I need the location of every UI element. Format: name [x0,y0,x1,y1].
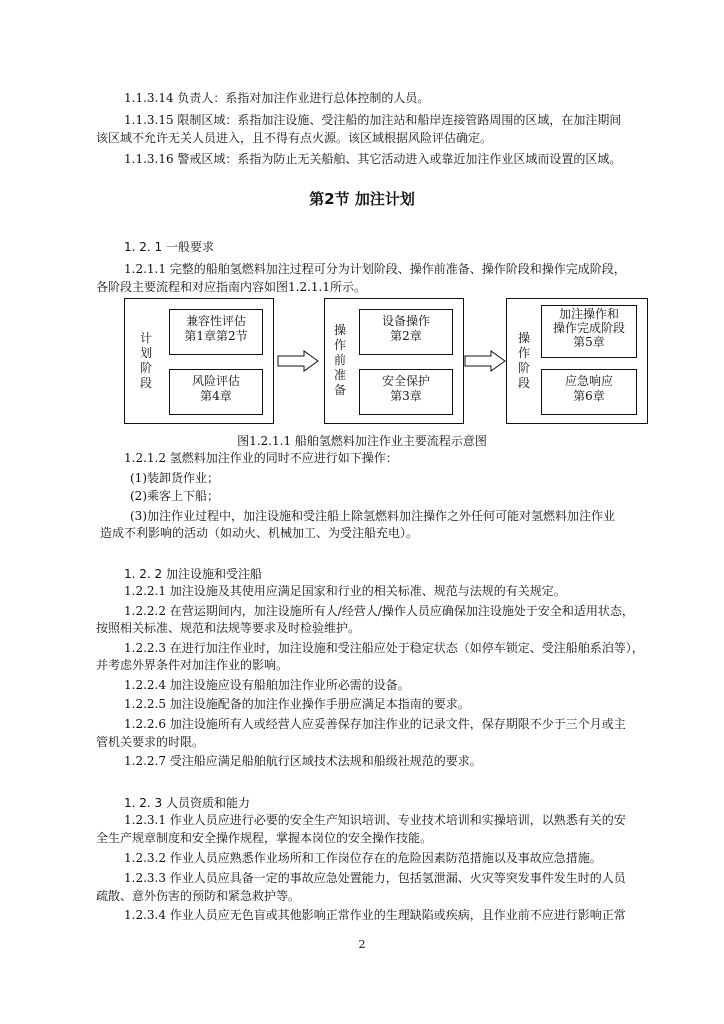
stage-planning [124,298,274,424]
stage-planning-label: 计 划 阶 段 [139,331,152,390]
clause-1-2-3-4: 1.2.3.4 作业人员应无色盲或其他影响正常作业的生理缺陷或疾病，且作业前不应进行影响正常 [124,908,626,922]
section-title: 第2节 加注计划 [309,190,415,208]
heading-1-2-1: 1. 2. 1 一般要求 [124,240,214,254]
heading-1-2-2: 1. 2. 2 加注设施和受注船 [124,567,262,581]
clause-1-2-2-6-cont: 管机关要求的时限。 [96,735,205,749]
stage-preparation [324,298,464,424]
clause-1-2-2-2-cont: 按照相关标准、规范和法规等要求及时检验维护。 [96,621,361,635]
stage-operation [506,298,648,424]
list-item: (1)装卸货作业； [130,471,219,485]
clause-1-2-3-1-cont: 全生产规章制度和安全操作规程，掌握本岗位的安全操作技能。 [96,831,433,845]
list-item: (3)加注作业过程中，加注设施和受注船上除氢燃料加注操作之外任何可能对氢燃料加注作业 [130,509,616,523]
page-number: 2 [358,938,366,951]
clause-1-2-2-7: 1.2.2.7 受注船应满足船舶航行区域技术法规和船级社规范的要求。 [124,754,482,768]
arrow-right-icon [463,350,507,372]
stage-preparation-label: 操 作 前 准 备 [333,323,346,397]
clause-1-2-2-4: 1.2.2.4 加注设施应设有船舶加注作业所必需的设备。 [124,678,410,692]
clause-1-2-2-3: 1.2.2.3 在进行加注作业时，加注设施和受注船应处于稳定状态（如停车锁定、受注船舶系泊等）， [124,641,644,655]
emergency-response-box: 应急响应 第6章 [541,369,637,415]
clause-1-1-3-16: 1.1.3.16 警戒区域：系指为防止无关船舶、其它活动进入或靠近加注作业区域而设置的区域。 [124,152,622,166]
compatibility-assessment-box: 兼容性评估 第1章第2节 [169,309,263,355]
equipment-operation-box: 设备操作 第2章 [359,309,453,355]
clause-1-1-3-15-cont: 该区域不允许无关人员进入，且不得有点火源。该区域根据风险评估确定。 [96,131,493,145]
clause-1-2-1-1: 1.2.1.1 完整的船舶氢燃料加注过程可分为计划阶段、操作前准备、操作阶段和操作完成阶段， [124,262,626,276]
clause-1-2-2-5: 1.2.2.5 加注设施配备的加注作业操作手册应满足本指南的要求。 [124,697,470,711]
clause-1-2-3-3-cont: 疏散、意外伤害的预防和紧急救护等。 [96,889,301,903]
figure-caption: 图1.2.1.1 船舶氢燃料加注作业主要流程示意图 [237,434,487,448]
clause-1-2-2-1: 1.2.2.1 加注设施及其使用应满足国家和行业的相关标准、规范与法规的有关规定。 [124,584,566,598]
arrow-right-icon [276,350,320,372]
clause-1-2-3-1: 1.2.3.1 作业人员应进行必要的安全生产知识培训、专业技术培训和实操培训，以熟悉有关的安 [124,813,626,827]
clause-1-2-2-3-cont: 并考虑外界条件对加注作业的影响。 [96,658,289,672]
stage-operation-label: 操 作 阶 段 [517,331,530,390]
risk-assessment-box: 风险评估 第4章 [169,369,263,415]
clause-1-2-1-1-cont: 各阶段主要流程和对应指南内容如图1.2.1.1所示。 [96,280,366,294]
clause-1-2-1-2: 1.2.1.2 氢燃料加注作业的同时不应进行如下操作： [124,451,398,465]
clause-1-1-3-15: 1.1.3.15 限制区域：系指加注设施、受注船的加注站和船岸连接管路周围的区域，在加注期间 [124,113,622,127]
bunkering-operation-box: 加注操作和 操作完成阶段 第5章 [541,305,637,358]
clause-1-2-2-6: 1.2.2.6 加注设施所有人或经营人应妥善保存加注作业的记录文件，保存期限不少于三个月或主 [124,717,626,731]
clause-1-2-3-3: 1.2.3.3 作业人员应具备一定的事故应急处置能力，包括氢泄漏、火灾等突发事件发生时的人员 [124,871,626,885]
clause-1-2-2-2: 1.2.2.2 在营运期间内，加注设施所有人/经营人/操作人员应确保加注设施处于安全和适用状态， [124,604,634,618]
list-item-cont: 造成不利影响的活动（如动火、机械加工、为受注船充电）。 [100,526,419,540]
clause-1-1-3-14: 1.1.3.14 负责人：系指对加注作业进行总体控制的人员。 [124,91,430,105]
safety-protection-box: 安全保护 第3章 [359,369,453,415]
heading-1-2-3: 1. 2. 3 人员资质和能力 [124,796,250,810]
clause-1-2-3-2: 1.2.3.2 作业人员应熟悉作业场所和工作岗位存在的危险因素防范措施以及事故应急措施。 [124,851,602,865]
list-item: (2)乘客上下船； [130,489,219,503]
